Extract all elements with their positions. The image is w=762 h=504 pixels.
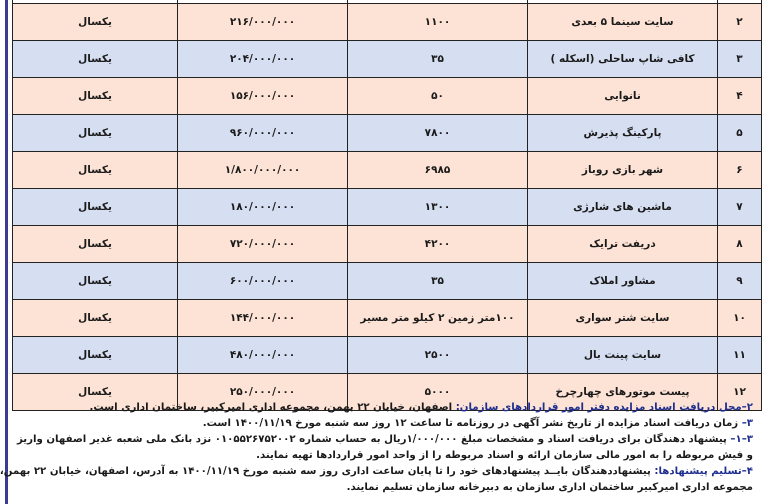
row-term-text: یکسال [78,274,112,287]
row-area-text: ۵۰ [431,89,444,102]
row-number [718,336,762,373]
row-title-text: مشاور املاک [589,274,656,287]
row-term-text: یکسال [78,237,112,250]
row-number-text: ۹ [736,274,743,287]
row-title [528,225,718,262]
row-term-text: یکسال [78,348,112,361]
row-area-text: ۷۸۰۰ [424,126,451,139]
row-area-text: ۳۵ [431,274,444,287]
note-payment-text: پیشنهاد دهندگان برای دریافت اسناد و مشخصات مبلغ ۱/۰۰۰/۰۰۰ریال به حساب شماره ۰۱۰۵۵۲۶۷۵۲۰۰۲ نزد بانک ملی شعبه غدیر اصفهان واریز [16,434,731,445]
note-payment-heading: ۳–۱– [730,434,753,445]
row-number-text: ۵ [736,126,743,139]
row-base-price [178,114,348,151]
row-term-text: یکسال [78,311,112,324]
row-area-text: ۵۰۰۰ [424,385,451,398]
row-title [528,77,718,114]
table-row [13,336,762,373]
row-number [718,151,762,188]
row-area [348,151,528,188]
note-time [20,416,753,432]
note-location-heading: ۲–محل دریافت اسناد مزایده دفتر امور قراردادهای سازمان: [455,402,753,413]
row-base-price-text: ۹۶۰/۰۰۰/۰۰۰ [229,126,296,139]
row-term [13,299,178,336]
row-area-text: ۱۳۰۰ [424,200,451,213]
row-term [13,114,178,151]
row-title [528,114,718,151]
row-base-price-text: ۲۵۰/۰۰۰/۰۰۰ [229,385,296,398]
row-term-text: یکسال [78,163,112,176]
row-number [718,299,762,336]
note-payment-cont: و فیش مربوطه را به امور مالی سازمان ارائه و اسناد مربوطه را از واحد امور قراردادها تهیه نمایند. [256,450,753,461]
note-payment [16,432,753,448]
row-number-text: ۶ [736,163,743,176]
table-row [13,40,762,77]
note-submit-cont: مجموعه اداری امیرکبیر ساختمان اداری سازمان به دبیرخانه سازمان تسلیم نمایند. [346,482,753,493]
row-title-text: پارکینگ پذیرش [583,126,662,139]
row-number [718,262,762,299]
row-term [13,262,178,299]
row-base-price [178,151,348,188]
notes-section [0,396,761,496]
row-title-text: نانوایی [604,89,641,102]
row-term [13,188,178,225]
row-number-text: ۴ [736,89,743,102]
table-row [13,225,762,262]
row-term [13,77,178,114]
row-term [13,3,178,40]
row-number-text: ۱۲ [733,385,746,398]
row-number-text: ۸ [736,237,743,250]
row-area [348,262,528,299]
note-location [20,400,753,416]
row-area-text: ۱۰۰متر زمین ۲ کیلو متر مسیر [360,311,515,324]
row-title [528,336,718,373]
row-term-text: یکسال [78,385,112,398]
row-area [348,3,528,40]
row-number-text: ۲ [736,15,743,28]
row-base-price-text: ۴۸۰/۰۰۰/۰۰۰ [229,348,296,361]
row-area-text: ۲۵۰۰ [424,348,451,361]
row-term-text: یکسال [78,15,112,28]
row-base-price-text: ۲۱۶/۰۰۰/۰۰۰ [229,15,296,28]
note-time-heading: ۳– [741,418,753,429]
table-row [13,77,762,114]
row-title-text: سایت پینت بال [583,348,662,361]
row-title-text: پیست موتورهای چهارچرخ [555,385,690,398]
row-title-text: ماشین های شارژی [573,200,672,213]
row-title-text: سایت شتر سواری [575,311,670,324]
row-area [348,336,528,373]
row-number [718,3,762,40]
row-area-text: ۶۹۸۵ [424,163,451,176]
note-submit-heading: ۴–تسلیم پیشنهادها: [654,466,753,477]
row-area-text: ۳۵ [431,52,444,65]
row-term-text: یکسال [78,126,112,139]
row-title-text: شهر بازی روباز [581,163,664,176]
row-base-price [178,77,348,114]
table-row [13,262,762,299]
table-row [13,3,762,40]
row-title [528,262,718,299]
table-row [13,114,762,151]
row-base-price [178,262,348,299]
row-term [13,336,178,373]
row-area-text: ۴۲۰۰ [424,237,451,250]
row-title [528,151,718,188]
row-title-text: کافی شاپ ساحلی (اسکله ) [550,52,695,65]
row-title [528,299,718,336]
note-submit-text: پیشنهاددهندگان بایــد پیشنهادهای خود را تا پایان ساعت اداری روز سه شنبه مورخ ۱۴۰۰/۱۱/۱۹ به آدرس، اصفهان، خیابان ۲۲ بهمن، [0,466,655,477]
row-number-text: ۷ [736,200,743,213]
table-row [13,299,762,336]
row-area-text: ۱۱۰۰ [424,15,451,28]
table-row [13,188,762,225]
row-base-price-text: ۱۸۰/۰۰۰/۰۰۰ [229,200,296,213]
row-term [13,151,178,188]
items-table [12,0,762,411]
row-term-text: یکسال [78,89,112,102]
row-title-text: دریفت ترایک [589,237,656,250]
note-time-text: زمان دریافت اسناد مزایده از تاریخ نشر آگهی در روزنامه تا ساعت ۱۲ روز سه شنبه مورخ ۱۴۰۰/۱۱/۱۹ است. [202,418,742,429]
row-title [528,3,718,40]
row-number-text: ۱۱ [733,348,746,361]
table-row [13,151,762,188]
row-area [348,299,528,336]
row-title-text: سایت سینما ۵ بعدی [571,15,674,28]
row-base-price-text: ۱۵۶/۰۰۰/۰۰۰ [229,89,296,102]
row-area [348,40,528,77]
row-term [13,40,178,77]
note-location-text: اصفهان، خیابان ۲۲ بهمن، مجموعه اداری امیرکبیر، ساختمان اداری است. [89,402,456,413]
row-base-price [178,336,348,373]
row-term-text: یکسال [78,52,112,65]
row-title [528,40,718,77]
row-number-text: ۱۰ [733,311,746,324]
row-term [13,225,178,262]
row-area [348,114,528,151]
row-area [348,225,528,262]
row-number [718,188,762,225]
row-term-text: یکسال [78,200,112,213]
row-number [718,225,762,262]
row-base-price-text: ۶۰۰/۰۰۰/۰۰۰ [229,274,296,287]
row-base-price [178,40,348,77]
row-base-price-text: ۷۲۰/۰۰۰/۰۰۰ [229,237,296,250]
row-number [718,40,762,77]
row-base-price [178,299,348,336]
row-area [348,77,528,114]
row-number [718,114,762,151]
row-number [718,77,762,114]
row-base-price-text: ۱۴۴/۰۰۰/۰۰۰ [229,311,296,324]
row-area [348,188,528,225]
note-submit [0,464,753,480]
row-base-price-text: ۱/۸۰۰/۰۰۰/۰۰۰ [224,163,301,176]
row-base-price [178,225,348,262]
row-number-text: ۳ [736,52,743,65]
row-base-price-text: ۲۰۴/۰۰۰/۰۰۰ [229,52,296,65]
row-title [528,188,718,225]
row-base-price [178,3,348,40]
row-base-price [178,188,348,225]
